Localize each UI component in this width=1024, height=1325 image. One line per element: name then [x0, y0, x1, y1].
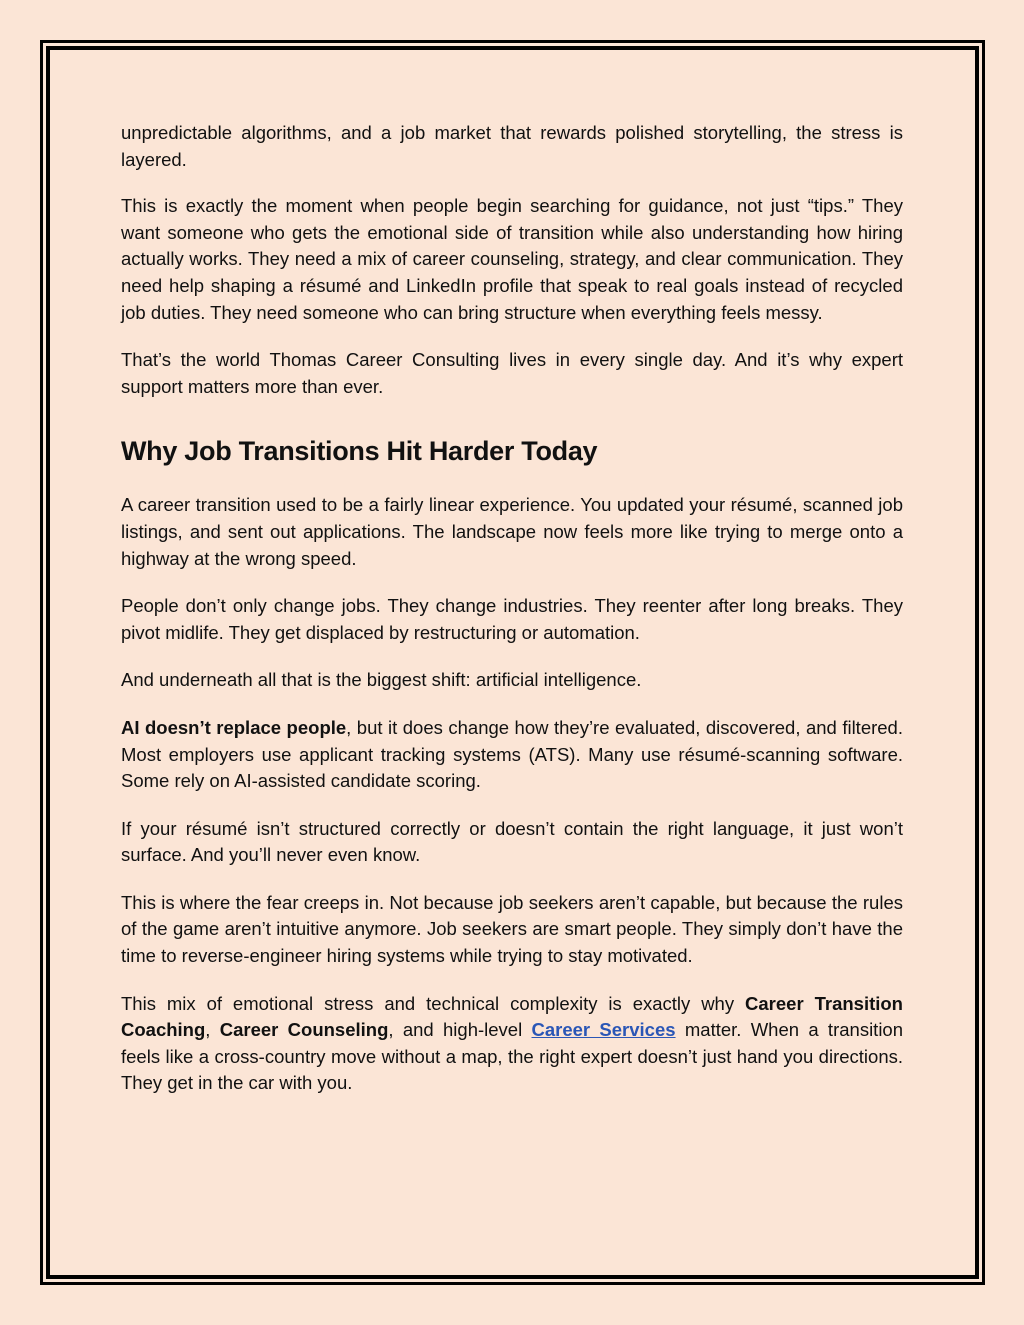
final-part-2: , [205, 1019, 220, 1041]
career-counseling-bold: Career Counseling [219, 1019, 389, 1041]
ai-bold-lead: AI doesn’t replace people [121, 716, 347, 738]
final-part-1: This mix of emotional stress and technical complexity is exactly why [121, 992, 746, 1014]
final-paragraph [121, 991, 903, 1097]
intro-paragraph-1: unpredictable algorithms, and a job market that rewards polished storytelling, the stress is layered. [121, 122, 903, 170]
section-paragraph-3: And underneath all that is the biggest shift: artificial intelligence. [121, 669, 642, 691]
ai-paragraph-rest: , but it does change how they’re evaluated, discovered, and filtered. Most employers use applicant tracking systems (ATS). Many use résumé-scanning software. Some rely on AI-assisted candidate scoring. [121, 716, 903, 792]
final-part-3: , and high-level [388, 1019, 532, 1041]
later-paragraph-1: If your résumé isn’t structured correctly or doesn’t contain the right language, it just won’t surface. And you’ll never even know. [121, 817, 903, 866]
intro-paragraph-3: That’s the world Thomas Career Consulting lives in every single day. And it’s why expert support matters more than ever. [121, 349, 903, 397]
section-heading: Why Job Transitions Hit Harder Today [121, 436, 598, 467]
document-body [121, 120, 903, 1118]
final-part-4: matter. When a transition feels like a cross-country move without a map, the right expert doesn’t just hand you directions. They get in the car with you. [121, 1019, 904, 1094]
career-transition-coaching-bold: Career Transition Coaching [121, 992, 903, 1041]
career-services-link[interactable]: Career Services [531, 1019, 676, 1041]
later-paragraph-2: This is where the fear creeps in. Not because job seekers aren’t capable, but because the rules of the game aren’t intuitive anymore. Job seekers are smart people. They simply don’t have the time to reverse-engineer hiring systems while trying to stay motivated. [121, 891, 903, 967]
section-paragraph-2: People don’t only change jobs. They change industries. They reenter after long breaks. They pivot midlife. They get displaced by restructuring or automation. [121, 595, 903, 643]
intro-paragraph-2: This is exactly the moment when people begin searching for guidance, not just “tips.” They want someone who gets the emotional side of transition while also understanding how hiring actually works. They need a mix of career counseling, strategy, and clear communication. They need help shaping a résumé and LinkedIn profile that speak to real goals instead of recycled job duties. They need someone who can bring structure when everything feels messy. [121, 195, 903, 323]
ai-paragraph [121, 715, 903, 795]
section-paragraph-1: A career transition used to be a fairly linear experience. You updated your résumé, scanned job listings, and sent out applications. The landscape now feels more like trying to merge onto a highway at the wrong speed. [121, 494, 903, 569]
